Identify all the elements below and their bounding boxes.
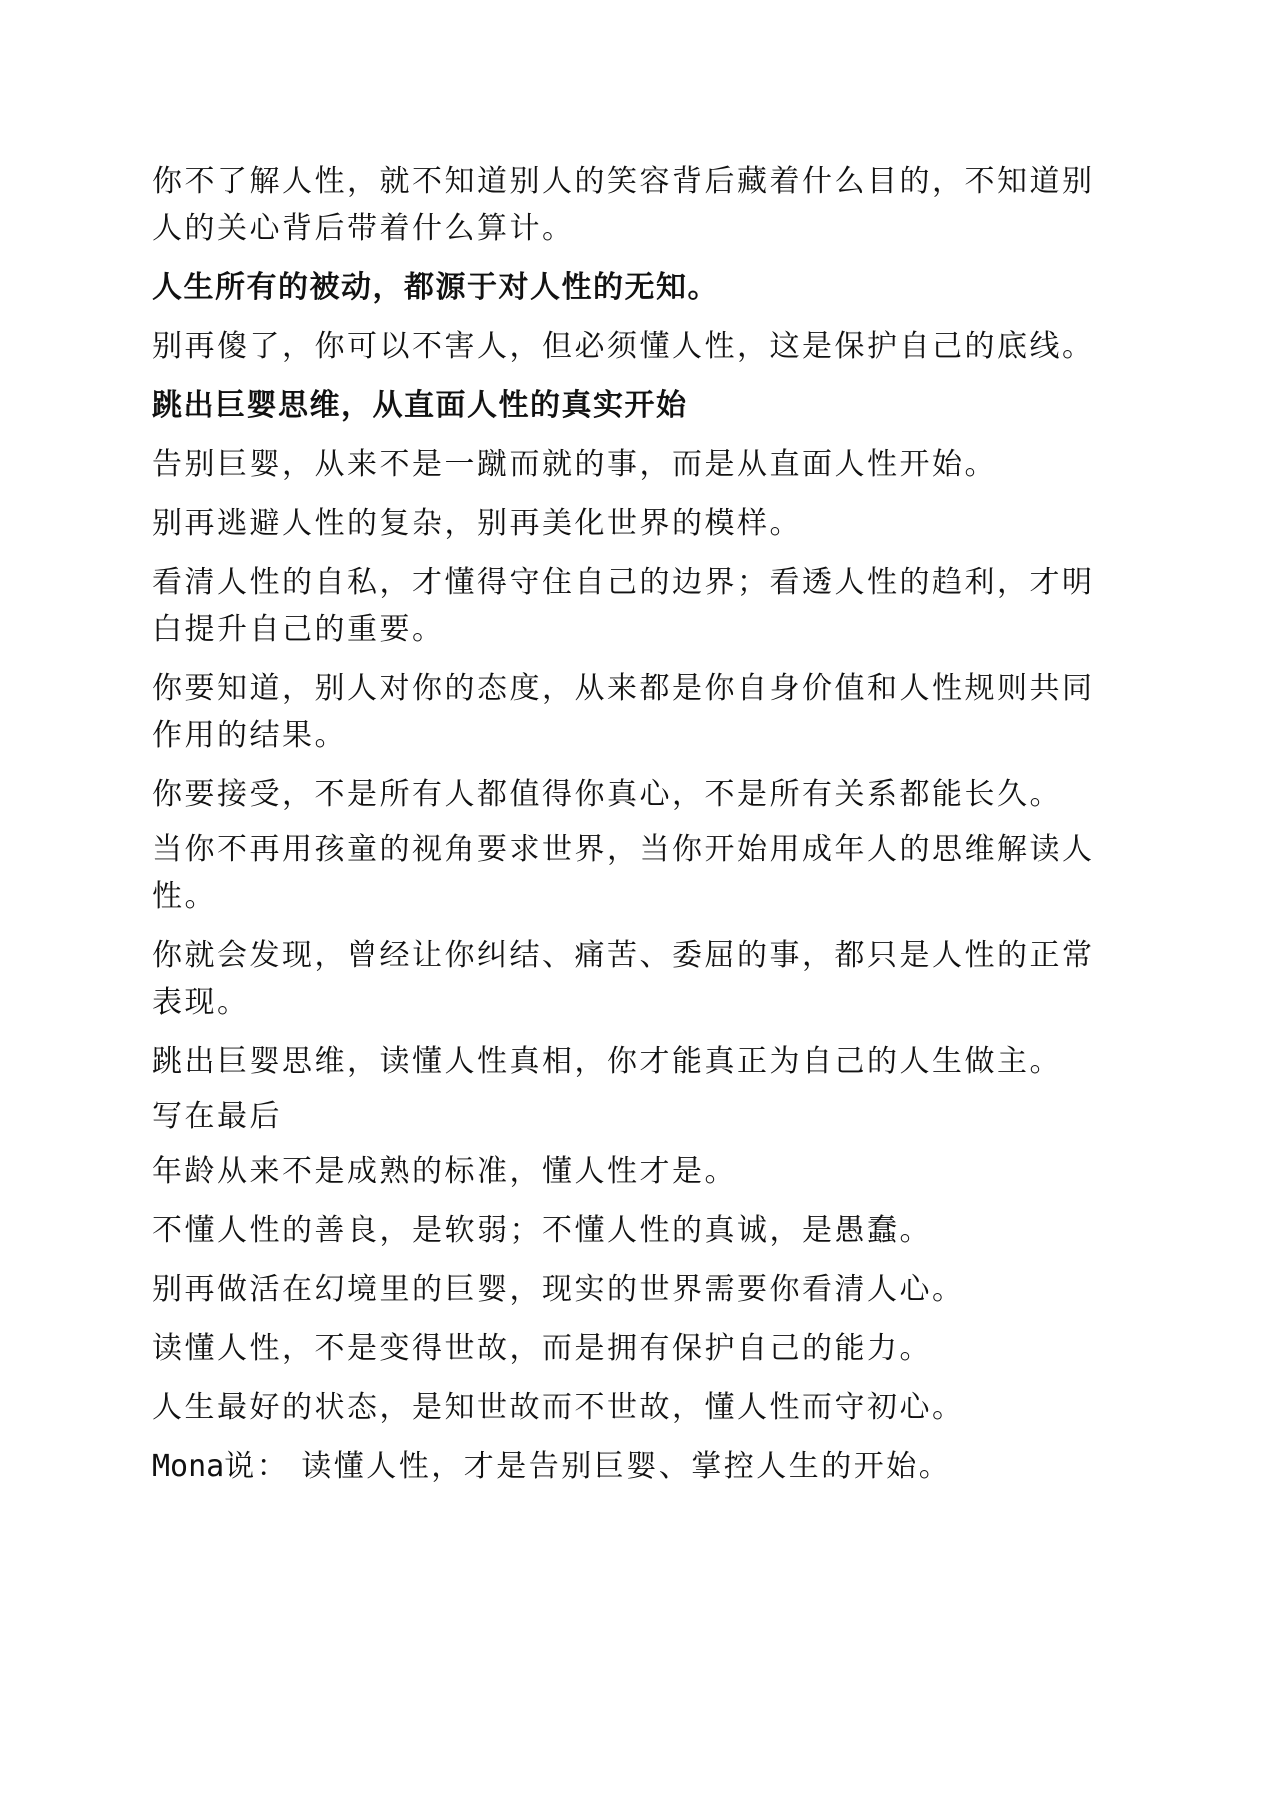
- paragraph: 你就会发现，曾经让你纠结、痛苦、委屈的事，都只是人性的正常表现。: [152, 938, 1095, 1020]
- paragraph: 读懂人性，不是变得世故，而是拥有保护自己的能力。: [152, 1331, 932, 1366]
- paragraph: 不懂人性的善良，是软弱；不懂人性的真诚，是愚蠢。: [152, 1213, 932, 1248]
- closing-line: [152, 1443, 1122, 1490]
- section-heading: 跳出巨婴思维，从直面人性的真实开始: [152, 388, 688, 423]
- paragraph: 你不了解人性，就不知道别人的笑容背后藏着什么目的，不知道别人的关心背后带着什么算计。: [152, 164, 1095, 246]
- closing-text: 说： 读懂人性，才是告别巨婴、掌控人生的开始。: [224, 1449, 952, 1484]
- paragraph: 看清人性的自私，才懂得守住自己的边界；看透人性的趋利，才明白提升自己的重要。: [152, 565, 1095, 647]
- author-name: Mona: [152, 1449, 225, 1484]
- paragraph: 你要接受，不是所有人都值得你真心，不是所有关系都能长久。: [152, 777, 1062, 812]
- closing-heading: 写在最后: [152, 1099, 282, 1134]
- paragraph: 别再逃避人性的复杂，别再美化世界的模样。: [152, 506, 802, 541]
- paragraph: 人生最好的状态，是知世故而不世故，懂人性而守初心。: [152, 1390, 965, 1425]
- paragraph: 当你不再用孩童的视角要求世界，当你开始用成年人的思维解读人性。: [152, 832, 1095, 914]
- paragraph: 别再傻了，你可以不害人，但必须懂人性，这是保护自己的底线。: [152, 329, 1095, 364]
- paragraph: 你要知道，别人对你的态度，从来都是你自身价值和人性规则共同作用的结果。: [152, 671, 1095, 753]
- paragraph: 年龄从来不是成熟的标准，懂人性才是。: [152, 1154, 737, 1189]
- paragraph: 跳出巨婴思维，读懂人性真相，你才能真正为自己的人生做主。: [152, 1044, 1062, 1079]
- paragraph: 别再做活在幻境里的巨婴，现实的世界需要你看清人心。: [152, 1272, 965, 1307]
- bold-statement: 人生所有的被动，都源于对人性的无知。: [152, 270, 719, 305]
- article-body: [152, 158, 1122, 1502]
- paragraph: 告别巨婴，从来不是一蹴而就的事，而是从直面人性开始。: [152, 447, 997, 482]
